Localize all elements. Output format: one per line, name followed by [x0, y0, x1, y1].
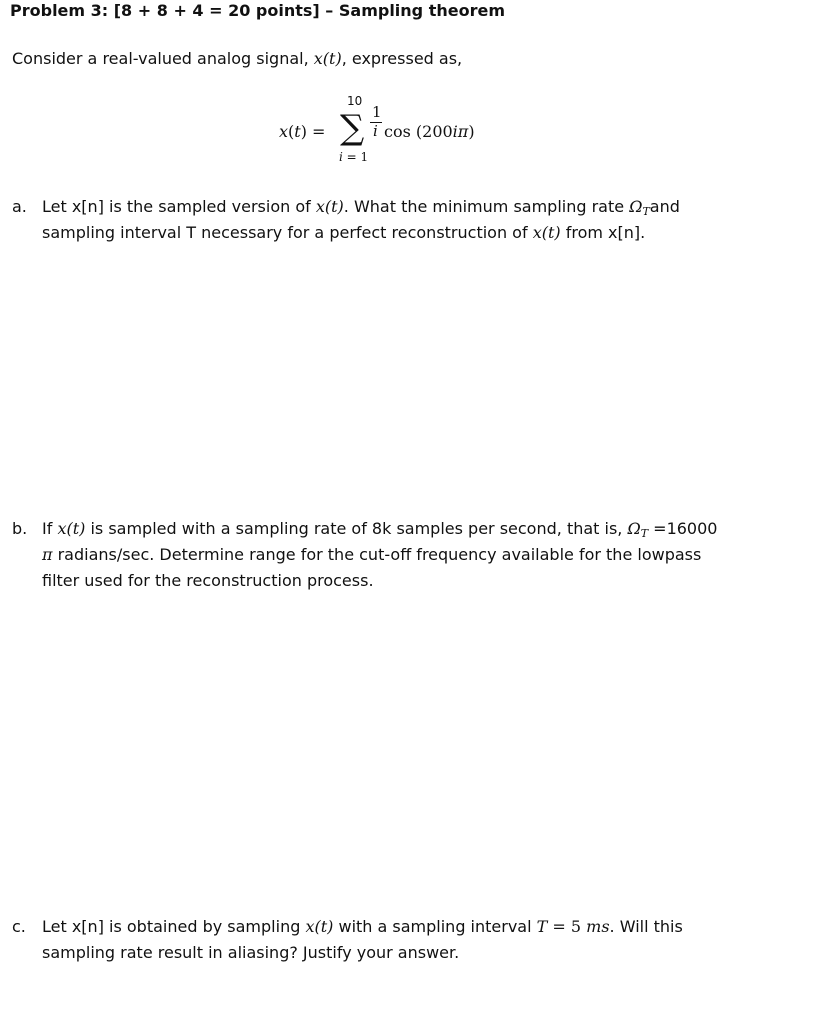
part-b-line2-text: radians/sec. Determine range for the cut-off frequency available for the lowpass [52, 545, 702, 564]
part-b-text: If [42, 519, 58, 538]
intro-text [12, 48, 462, 70]
part-c-line-2 [42, 940, 683, 966]
part-b-line-2 [42, 542, 717, 568]
part-b-marker: b. [12, 519, 28, 538]
omega-subscript: T [642, 205, 650, 218]
part-a [12, 194, 802, 250]
pi-symbol: π [42, 545, 53, 564]
omega-subscript: T [640, 527, 649, 540]
part-b-line3-text: filter used for the reconstruction process. [42, 571, 374, 590]
part-c-line-1 [42, 914, 683, 940]
part-c-math-unit: ms [586, 917, 610, 936]
part-a-line2-math: x(t) [532, 223, 561, 242]
problem-title: Problem 3: [8 + 8 + 4 = 20 points] – Sampling theorem [10, 1, 505, 20]
part-c-body [42, 914, 683, 966]
signal-equation [0, 92, 814, 167]
part-c-text-end: . Will this [609, 917, 683, 936]
part-b-text-end: =16000 [648, 519, 718, 538]
intro-text-before: Consider a real-valued analog signal, [12, 49, 314, 68]
part-b-line-3 [42, 568, 717, 594]
part-c-math-eq: = 5 [547, 917, 587, 936]
part-c-line2-text: sampling rate result in aliasing? Justify your answer. [42, 943, 460, 962]
part-a-math: x(t) [315, 197, 344, 216]
part-b [12, 516, 802, 596]
part-c-marker: c. [12, 917, 26, 936]
part-c [12, 914, 802, 970]
part-a-line2-end: from x[n]. [560, 223, 646, 242]
intro-text-after: , expressed as, [341, 49, 463, 68]
part-a-line2-text: sampling interval T necessary for a perfect reconstruction of [42, 223, 533, 242]
part-a-body [42, 194, 680, 246]
part-b-math: x(t) [57, 519, 86, 538]
fraction-numerator: 1 [372, 103, 382, 121]
sum-upper-limit: 10 [347, 94, 363, 108]
fraction-denominator: i [373, 122, 378, 140]
part-c-text-mid: with a sampling interval [333, 917, 537, 936]
intro-math: x(t) [313, 49, 342, 68]
part-c-text: Let x[n] is obtained by sampling [42, 917, 306, 936]
part-a-text-mid: . What the minimum sampling rate [343, 197, 630, 216]
part-a-text-end: and [649, 197, 680, 216]
omega-symbol: Ω [629, 197, 643, 216]
part-b-text-mid: is sampled with a sampling rate of 8k samples per second, that is, [85, 519, 628, 538]
part-c-math: x(t) [305, 917, 334, 936]
part-b-line-1 [42, 516, 717, 542]
part-a-text: Let x[n] is the sampled version of [42, 197, 316, 216]
omega-symbol: Ω [627, 519, 641, 538]
part-a-line-1 [42, 194, 680, 220]
part-a-marker: a. [12, 197, 27, 216]
part-a-line-2 [42, 220, 680, 246]
sum-lower-limit: i = 1 [339, 150, 369, 164]
part-c-math-t: T [536, 917, 548, 936]
part-b-body [42, 516, 717, 594]
summation-symbol: ∑ [340, 108, 365, 148]
equation-rhs: cos (200iπ) [384, 122, 475, 141]
equation-lhs: x(t) = [279, 122, 326, 141]
